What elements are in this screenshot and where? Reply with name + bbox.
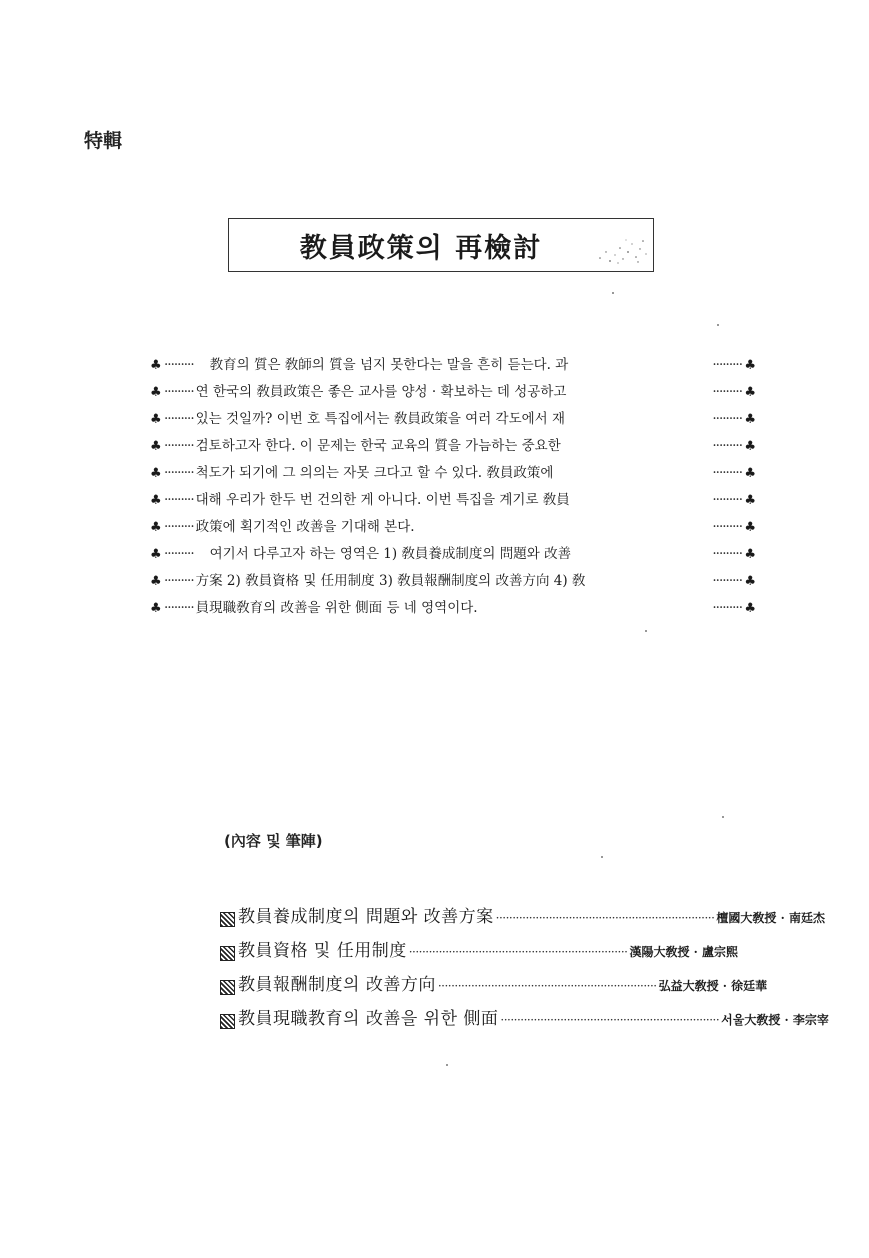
abstract-line [150, 433, 756, 460]
club-icon: ♣ [150, 520, 162, 535]
abstract-line [150, 568, 756, 595]
leader-dots: ········· [164, 465, 194, 481]
leader-dots: ········· [164, 492, 194, 508]
toc-item-author: 弘益大敎授 · 徐廷華 [658, 979, 768, 993]
leader-dots: ········· [164, 357, 194, 373]
table-of-contents [220, 902, 829, 1038]
abstract-line [150, 595, 756, 622]
abstract-text: 여기서 다루고자 하는 영역은 1) 敎員養成制度의 問題와 改善 [209, 546, 572, 562]
leader-dots: ········· [164, 546, 194, 562]
toc-item-title: 教員養成制度의 問題와 改善方案 [238, 907, 494, 927]
contents-heading: (內容 및 筆陣) [224, 832, 323, 850]
scan-speck [612, 292, 614, 294]
toc-item-title: 教員現職教育의 改善을 위한 側面 [238, 1009, 499, 1029]
abstract-line [150, 406, 756, 433]
leader-dots: ········· [712, 519, 742, 535]
leader-dots: ········· [712, 384, 742, 400]
toc-item [220, 970, 768, 1004]
section-label: 特輯 [84, 130, 123, 152]
club-icon: ♣ [150, 385, 162, 400]
abstract-text: 대해 우리가 한두 번 건의한 게 아니다. 이번 특집을 계기로 敎員 [195, 492, 570, 508]
scan-speck [717, 324, 719, 326]
club-icon: ♣ [150, 358, 162, 373]
leader-dots: ········· [164, 600, 194, 616]
abstract-line [150, 379, 756, 406]
club-icon: ♣ [150, 601, 162, 616]
abstract-text: 教育의 質은 敎師의 質을 넘지 못한다는 말을 흔히 듣는다. 과 [209, 357, 569, 373]
leader-dots: ········· [712, 357, 742, 373]
leader-dots: ········· [712, 492, 742, 508]
club-icon: ♣ [744, 520, 756, 535]
toc-item-author: 漢陽大敎授 · 盧宗熙 [629, 945, 739, 959]
club-icon: ♣ [744, 574, 756, 589]
leader-dots: ········· [712, 546, 742, 562]
toc-item-title: 教員資格 및 任用制度 [238, 941, 407, 961]
club-icon: ♣ [744, 412, 756, 427]
abstract-line [150, 514, 756, 541]
club-icon: ♣ [150, 493, 162, 508]
toc-item [220, 902, 825, 936]
abstract-text: 있는 것일까? 이번 호 특집에서는 敎員政策을 여러 각도에서 재 [195, 411, 566, 427]
club-icon: ♣ [744, 358, 756, 373]
leader-dots: ········· [712, 600, 742, 616]
scan-speck [601, 856, 603, 858]
abstract-block [150, 352, 756, 622]
club-icon: ♣ [744, 466, 756, 481]
hatched-square-icon [220, 946, 235, 961]
leader-dots: ········· [712, 465, 742, 481]
club-icon: ♣ [150, 439, 162, 454]
leader-dots: ·································································· [495, 911, 715, 925]
leader-dots: ········· [164, 519, 194, 535]
abstract-text: 政策에 획기적인 改善을 기대해 본다. [195, 519, 415, 535]
club-icon: ♣ [150, 547, 162, 562]
page-title: 教員政策의 再檢討 [299, 232, 543, 264]
toc-item-title: 教員報酬制度의 改善方向 [238, 975, 436, 995]
abstract-line [150, 541, 756, 568]
leader-dots: ········· [712, 573, 742, 589]
club-icon: ♣ [150, 466, 162, 481]
club-icon: ♣ [744, 385, 756, 400]
leader-dots: ········· [164, 438, 194, 454]
club-icon: ♣ [744, 439, 756, 454]
leader-dots: ·································································· [500, 1013, 720, 1027]
leader-dots: ·································································· [437, 979, 657, 993]
leader-dots: ········· [164, 411, 194, 427]
toc-item-author: 檀國大敎授 · 南廷杰 [716, 911, 825, 925]
club-icon: ♣ [744, 547, 756, 562]
print-speckle [596, 232, 652, 268]
leader-dots: ········· [712, 411, 742, 427]
abstract-text: 검토하고자 한다. 이 문제는 한국 교육의 質을 가늠하는 중요한 [195, 438, 561, 454]
abstract-line [150, 460, 756, 487]
leader-dots: ········· [164, 573, 194, 589]
abstract-text: 員現職敎育의 改善을 위한 側面 등 네 영역이다. [195, 600, 478, 616]
hatched-square-icon [220, 912, 235, 927]
title-box [228, 218, 654, 272]
toc-item-author: 서울大敎授 · 李宗宰 [721, 1013, 829, 1027]
abstract-text: 척도가 되기에 그 의의는 자못 크다고 할 수 있다. 敎員政策에 [195, 465, 554, 481]
club-icon: ♣ [150, 574, 162, 589]
abstract-line [150, 487, 756, 514]
scan-speck [446, 1064, 448, 1066]
club-icon: ♣ [744, 601, 756, 616]
scan-speck [645, 630, 647, 632]
hatched-square-icon [220, 1014, 235, 1029]
abstract-text: 연 한국의 敎員政策은 좋은 교사를 양성 · 확보하는 데 성공하고 [195, 384, 567, 400]
abstract-line [150, 352, 756, 379]
club-icon: ♣ [150, 412, 162, 427]
toc-item [220, 1004, 829, 1038]
scan-speck [722, 816, 724, 818]
leader-dots: ········· [712, 438, 742, 454]
leader-dots: ········· [164, 384, 194, 400]
club-icon: ♣ [744, 493, 756, 508]
hatched-square-icon [220, 980, 235, 995]
abstract-text: 方案 2) 敎員資格 및 任用制度 3) 敎員報酬制度의 改善方向 4) 敎 [195, 573, 586, 589]
leader-dots: ·································································· [408, 945, 628, 959]
toc-item [220, 936, 739, 970]
